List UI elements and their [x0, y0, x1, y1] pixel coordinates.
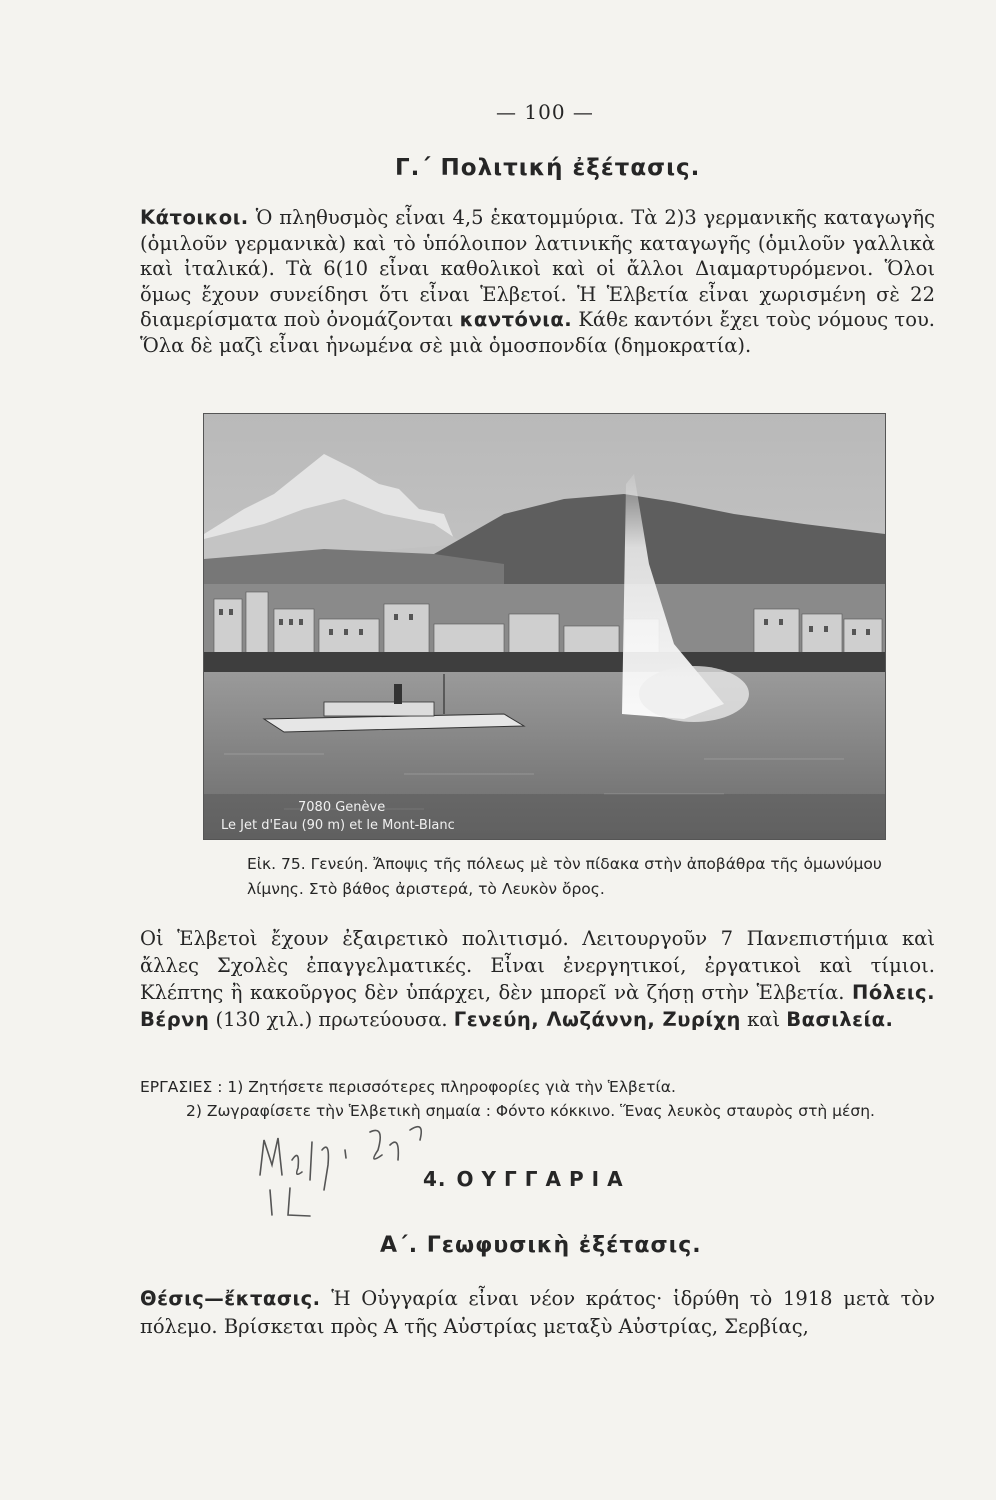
city-bern: Βέρνη — [140, 1008, 210, 1031]
photo-overlay — [203, 793, 503, 838]
conjunction: καὶ — [740, 1008, 787, 1031]
figure-caption: Εἰκ. 75. Γενεύη. Ἄποψις τῆς πόλεως μὲ τὸν πίδακα στὴν ἀποβάθρα τῆς ὁμωνύμου λίμνης. Στὸ βάθος ἀριστερά, τὸ Λευκὸν ὄρος. — [247, 855, 882, 898]
paragraph-culture — [140, 925, 935, 1033]
paragraph-text: Οἱ Ἑλβετοὶ ἔχουν ἐξαιρετικὸ πολιτισμό. Λειτουργοῦν 7 Πανεπιστήμια καὶ ἄλλες Σχολὲς ἐπαγγελματικές. Εἶναι ἐνεργητικοί, ἐργατικοὶ καὶ τίμιοι. Κλέπτης ἢ κακοῦργος δὲν ὑπάρχει, δὲν μπορεῖ νὰ ζήσῃ στὴν Ἑλβετία. — [140, 927, 935, 1004]
bern-note: (130 χιλ.) πρωτεύουσα. — [209, 1008, 454, 1031]
photo-overlay-line1: 7080 Genève — [298, 800, 386, 815]
subsection-title: Α΄. Γεωφυσικὴ ἐξέτασις. — [380, 1233, 702, 1258]
handwritten-annotation — [250, 1120, 450, 1220]
paragraph-text: Ὁ πληθυσμὸς εἶναι 4,5 ἑκατομμύρια. Τὰ 2)3 γερμανικῆς καταγωγῆς (ὁμιλοῦν γερμανικὰ) καὶ τὸ ὑπόλοιπον λατινικῆς καταγωγῆς (ὁμιλοῦν γαλλικὰ καὶ ἰταλικά). Τὰ 6(10 εἶναι καθολικοὶ καὶ οἱ ἄλλοι Διαμαρτυρόμενοι. Ὅλοι ὅμως ἔχουν συνείδησι ὅτι εἶναι Ἑλβετοί. Ἡ Ἑλβετία εἶναι χωρισμένη σὲ 22 διαμερίσματα ποὺ ὀνομάζονται — [140, 206, 935, 331]
exercise-2: 2) Ζωγραφίσετε τὴν Ἑλβετικὴ σημαία : Φόντο κόκκινο. Ἕνας λευκὸς σταυρὸς στὴ μέση. — [186, 1102, 875, 1120]
photo-overlay-line2: Le Jet d'Eau (90 m) et le Mont-Blanc — [221, 818, 455, 833]
chapter-name: ΟΥΓΓΑΡΙΑ — [456, 1167, 631, 1191]
photo-geneva — [203, 413, 886, 840]
other-cities: Γενεύη, Λωζάννη, Ζυρίχη — [453, 1008, 741, 1031]
paragraph-inhabitants — [140, 205, 935, 358]
chapter-number: 4. — [423, 1167, 447, 1191]
paragraph-lead: Θέσις—ἔκτασις. — [140, 1287, 321, 1310]
section-title: Γ.΄ Πολιτική ἐξέτασις. — [395, 155, 701, 181]
paragraph-lead: Κάτοικοι. — [140, 206, 249, 229]
paragraph-text-end: Κάθε καντόνι ἔχει τοὺς νόμους του. Ὅλα δὲ μαζὶ εἶναι ἡνωμένα σὲ μιὰ ὁμοσπονδία (δημοκρατία). — [140, 308, 935, 357]
exercise-1: 1) Ζητήσετε περισσότερες πληροφορίες γιὰ τὴν Ἑλβετία. — [222, 1078, 676, 1096]
cities-lead: Πόλεις. — [852, 981, 935, 1004]
city-basel: Βασιλεία. — [786, 1008, 894, 1031]
exercises-label: ΕΡΓΑΣΙΕΣ : — [140, 1078, 223, 1096]
page-number: — 100 — — [496, 100, 594, 124]
paragraph-location — [140, 1285, 935, 1341]
paragraph-text: Ἡ Οὐγγαρία εἶναι νέον κράτος· ἱδρύθη τὸ 1918 μετὰ τὸν πόλεμο. Βρίσκεται πρὸς Α τῆς Αὐστρίας μεταξὺ Αὐστρίας, Σερβίας, — [140, 1287, 935, 1338]
bold-term: καντόνια. — [459, 308, 573, 331]
chapter-heading — [423, 1167, 631, 1191]
exercises — [140, 1075, 935, 1123]
